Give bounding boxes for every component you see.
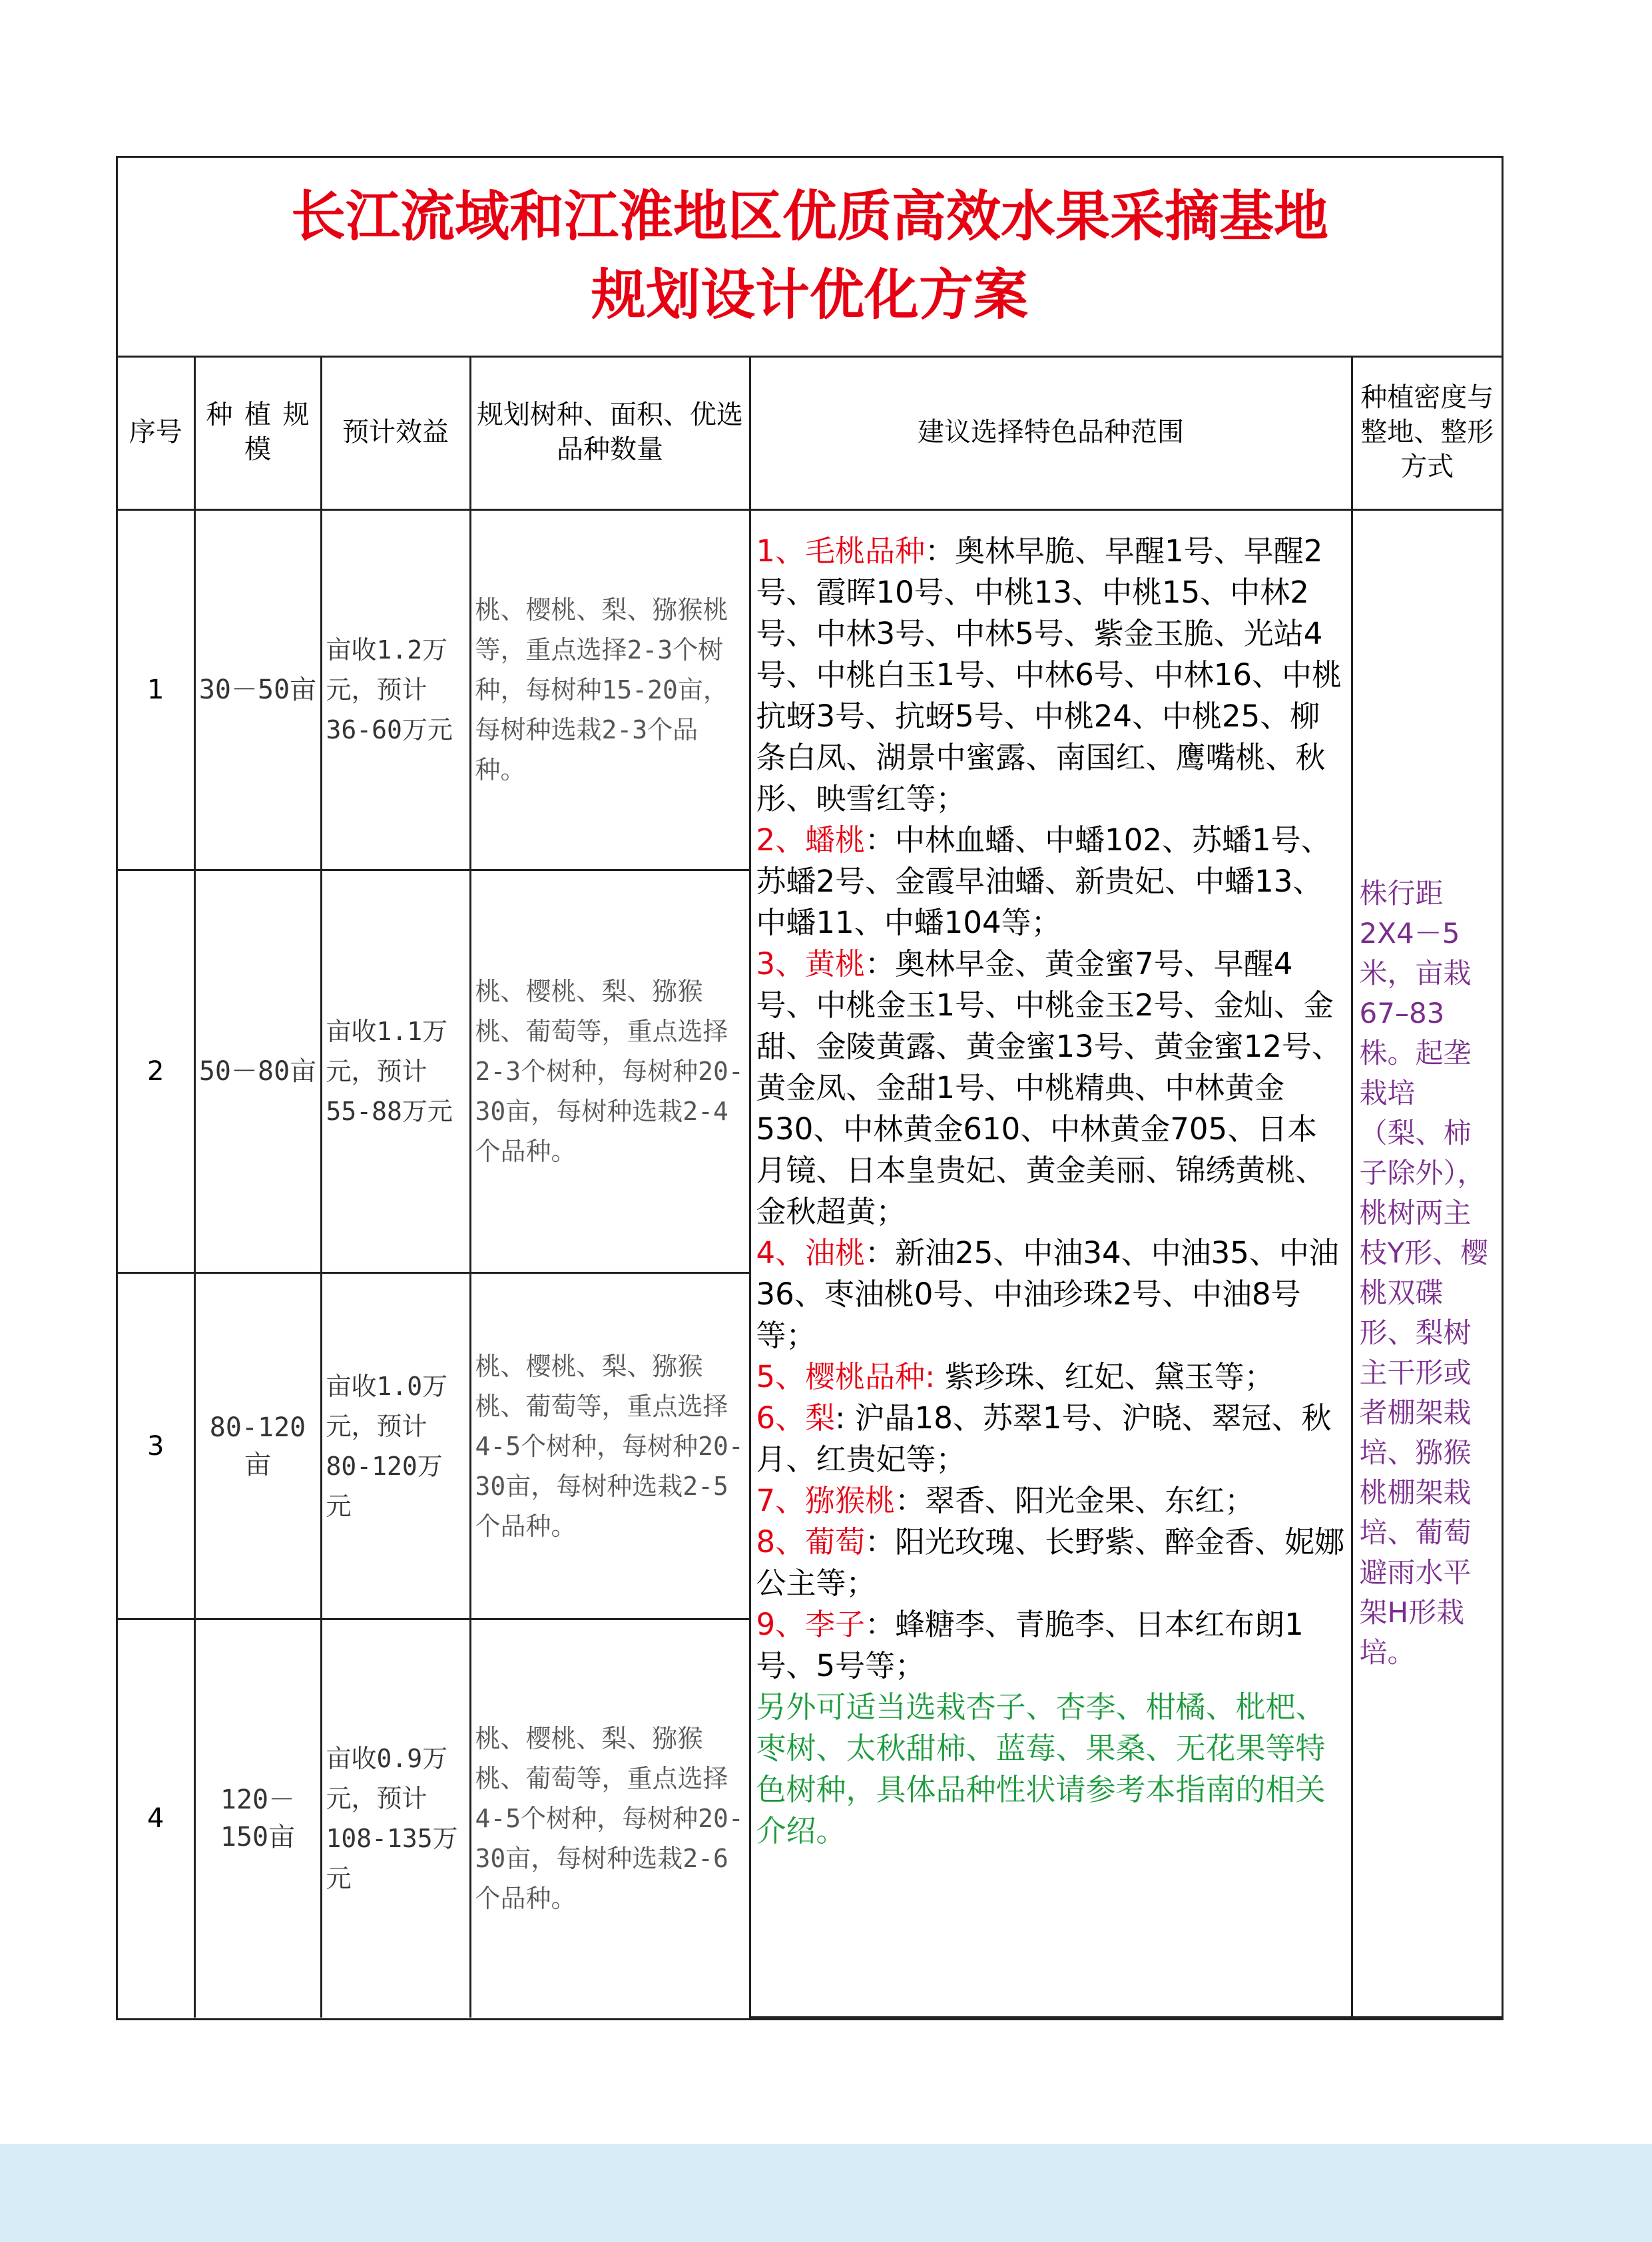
variety-yellow-peach [756,944,1347,1233]
variety-text: 紫珍珠、红妃、黛玉等； [935,1359,1274,1394]
planned-species: 桃、樱桃、梨、猕猴桃、葡萄等，重点选择4-5个树种，每树种20-30亩，每树种选栽2-6个品种。 [470,1619,750,2018]
variety-text: ：阳光玫瑰、长野紫、醉金香、妮娜公主等； [756,1524,1345,1601]
header-no: 序号 [118,356,194,510]
variety-label: 3、黄桃 [756,946,866,981]
plan-table [118,356,1502,2018]
variety-text: ：蜂糖李、青脆李、日本红布朗1号、5号等； [756,1607,1304,1683]
variety-text: ：新油25、中油34、中油35、中油36、枣油桃0号、中油珍珠2号、中油8号等； [756,1235,1339,1353]
header-varieties: 建议选择特色品种范围 [750,356,1352,510]
planting-scale: 30－50亩 [194,510,321,870]
variety-text: ：奥林早脆、早醒1号、早醒2号、霞晖10号、中桃13、中桃15、中林2号、中林3号、中林5号、紫金玉脆、光站4号、中桃白玉1号、中林6号、中林16、中桃抗蚜3号、抗蚜5号、中桃24、中桃25、柳条白凤、湖景中蜜露、南国红、鹰嘴桃、秋彤、映雪红等； [756,533,1342,816]
variety-nectarine [756,1233,1347,1356]
variety-label: 6、梨 [756,1400,836,1436]
variety-label: 4、油桃 [756,1235,866,1270]
expected-benefit: 亩收0.9万元，预计108-135万元 [321,1619,470,2018]
variety-label: 5、樱桃品种: [756,1359,936,1394]
title-line-2: 规划设计优化方案 [591,264,1028,327]
row-number: 3 [118,1273,194,1619]
variety-label: 9、李子 [756,1607,866,1642]
variety-plum [756,1604,1347,1687]
planned-species: 桃、樱桃、梨、猕猴桃、葡萄等，重点选择4-5个树种，每树种20-30亩，每树种选栽2-5个品种。 [470,1273,750,1619]
variety-text: ：奥林早金、黄金蜜7号、早醒4号、中桃金玉1号、中桃金玉2号、金灿、金甜、金陵黄露、黄金蜜13号、黄金蜜12号、黄金凤、金甜1号、中桃精典、中林黄金530、中林黄金610、中林黄金705、日本月镜、日本皇贵妃、黄金美丽、锦绣黄桃、金秋超黄； [756,946,1342,1229]
variety-text: : 沪晶18、苏翠1号、沪晓、翠冠、秋月、红贵妃等； [756,1400,1332,1477]
variety-cherry [756,1356,1347,1398]
plan-frame [116,156,1504,2020]
header-row [118,356,1502,510]
header-scale: 种植规模 [194,356,321,510]
planting-scale: 50－80亩 [194,870,321,1273]
variety-flat-peach [756,820,1347,944]
header-species: 规划树种、面积、优选品种数量 [470,356,750,510]
variety-grape [756,1522,1347,1604]
variety-peach [756,531,1347,820]
planting-scale: 120－150亩 [194,1619,321,2018]
footer-band [0,2144,1652,2242]
expected-benefit: 亩收1.0万元，预计80-120万元 [321,1273,470,1619]
planting-scale: 80-120亩 [194,1273,321,1619]
variety-text: ：中林血蟠、中蟠102、苏蟠1号、苏蟠2号、金霞早油蟠、新贵妃、中蟠13、中蟠11、中蟠104等； [756,822,1331,940]
planned-species: 桃、樱桃、梨、猕猴桃、葡萄等，重点选择2-3个树种，每树种20-30亩，每树种选栽2-4个品种。 [470,870,750,1273]
document-title [118,158,1502,358]
header-method: 种植密度与整地、整形方式 [1352,356,1502,510]
variety-label: 7、猕猴桃 [756,1483,896,1518]
variety-kiwi [756,1480,1347,1522]
variety-note: 另外可适当选栽杏子、杏李、柑橘、枇杷、枣树、太秋甜柿、蓝莓、果桑、无花果等特色树种，具体品种性状请参考本指南的相关介绍。 [756,1689,1326,1848]
variety-label: 1、毛桃品种 [756,533,926,569]
variety-label: 2、蟠桃 [756,822,866,858]
header-benefit: 预计效益 [321,356,470,510]
table-row [118,510,1502,870]
planting-method: 株行距2X4－5米，亩栽67–83株。起垄栽培（梨、柿子除外），桃树两主枝Y形、樱桃双碟形、梨树主干形或者棚架栽培、猕猴桃棚架栽培、葡萄避雨水平架H形栽培。 [1352,510,1502,2018]
planned-species: 桃、樱桃、梨、猕猴桃等，重点选择2-3个树种，每树种15-20亩，每树种选栽2-3个品种。 [470,510,750,870]
variety-range [750,510,1352,2018]
variety-label: 8、葡萄 [756,1524,866,1559]
row-number: 4 [118,1619,194,2018]
row-number: 2 [118,870,194,1273]
row-number: 1 [118,510,194,870]
title-line-1: 长江流域和江淮地区优质高效水果采摘基地 [290,185,1328,248]
variety-pear [756,1398,1347,1480]
variety-text: ：翠香、阳光金果、东红； [895,1483,1255,1518]
expected-benefit: 亩收1.2万元，预计36-60万元 [321,510,470,870]
expected-benefit: 亩收1.1万元，预计55-88万元 [321,870,470,1273]
